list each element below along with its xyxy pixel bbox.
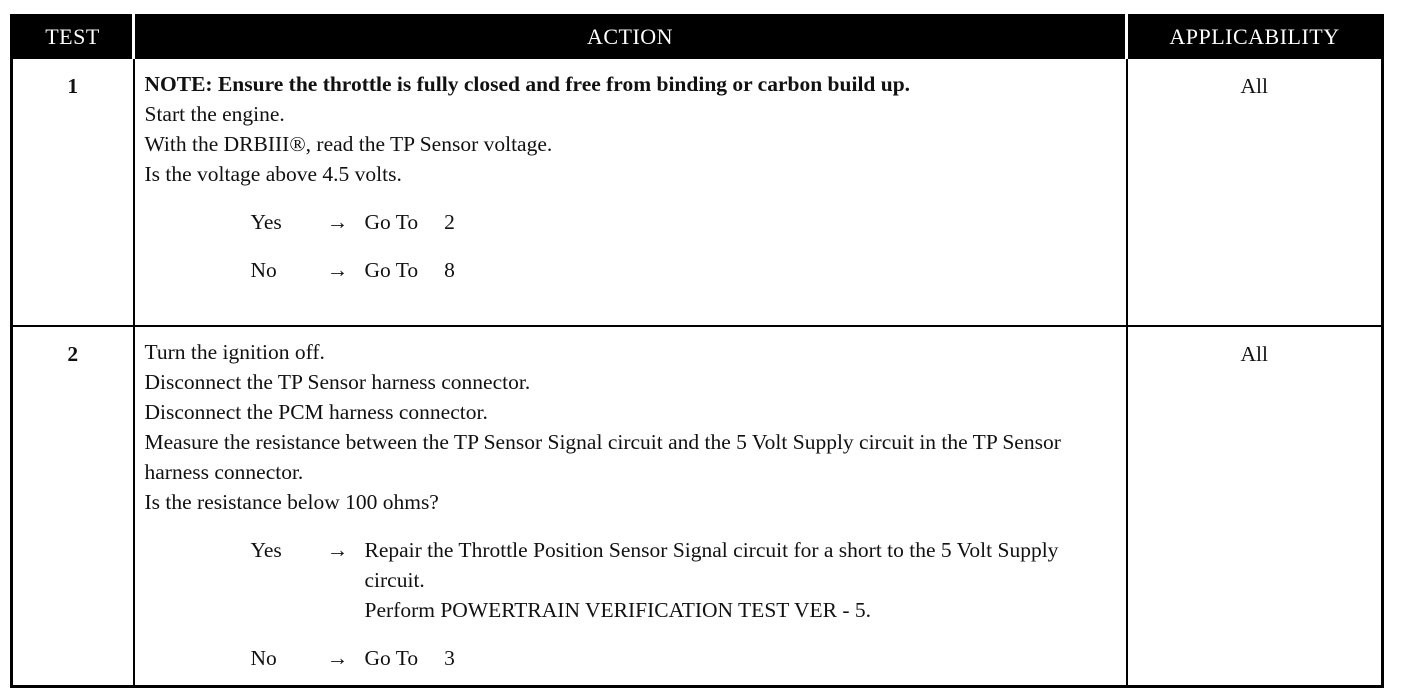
right-arrow-icon: → (326, 646, 349, 670)
action-line: Disconnect the PCM harness connector. (144, 400, 488, 424)
outcome-answer: No (250, 646, 277, 670)
applicability-value: All (1127, 326, 1383, 686)
outcome-answer: Yes (250, 210, 282, 234)
outcome-no (145, 643, 1118, 673)
diagnostic-test-table (10, 14, 1384, 688)
outcome-list (145, 207, 1118, 285)
outcome-result (365, 207, 1118, 237)
action-line: Measure the resistance between the TP Sensor Signal circuit and the 5 Volt Supply circuit in the TP Sensor harness connector. (144, 430, 1061, 484)
outcome-answer: No (250, 258, 277, 282)
outcome-list (145, 535, 1118, 673)
action-line: Disconnect the TP Sensor harness connector. (144, 370, 531, 394)
outcome-yes (145, 535, 1118, 625)
goto-label: Go To (364, 210, 419, 234)
goto-label: Go To (364, 258, 419, 282)
action-cell (134, 58, 1127, 326)
action-note: NOTE: Ensure the throttle is fully closed and free from binding or carbon build up. (144, 72, 911, 96)
action-line: With the DRBIII®, read the TP Sensor voltage. (144, 132, 553, 156)
repair-instruction: Repair the Throttle Position Sensor Signal circuit for a short to the 5 Volt Supply circuit. (364, 538, 1059, 592)
action-question: Is the resistance below 100 ohms? (144, 490, 439, 514)
action-line: Start the engine. (144, 102, 285, 126)
test-number: 2 (12, 326, 134, 686)
action-cell (134, 326, 1127, 686)
header-test: TEST (12, 16, 134, 59)
test-number: 1 (12, 58, 134, 326)
goto-step: 2 (444, 210, 455, 234)
outcome-yes (145, 207, 1118, 237)
right-arrow-icon: → (326, 538, 349, 562)
action-line: Turn the ignition off. (144, 340, 325, 364)
header-action: ACTION (134, 16, 1127, 59)
right-arrow-icon: → (326, 258, 349, 282)
verification-instruction: Perform POWERTRAIN VERIFICATION TEST VER - 5. (364, 598, 872, 622)
goto-label: Go To (364, 646, 419, 670)
outcome-no (145, 255, 1118, 285)
right-arrow-icon: → (326, 210, 349, 234)
outcome-result (365, 643, 1118, 673)
header-row (12, 16, 1383, 59)
goto-step: 3 (444, 646, 455, 670)
table-row (12, 326, 1383, 686)
applicability-value: All (1127, 58, 1383, 326)
table-row (12, 58, 1383, 326)
outcome-result (365, 255, 1118, 285)
goto-step: 8 (444, 258, 455, 282)
outcome-answer: Yes (250, 538, 282, 562)
outcome-result (365, 535, 1118, 625)
action-question: Is the voltage above 4.5 volts. (144, 162, 402, 186)
header-applicability: APPLICABILITY (1127, 16, 1383, 59)
